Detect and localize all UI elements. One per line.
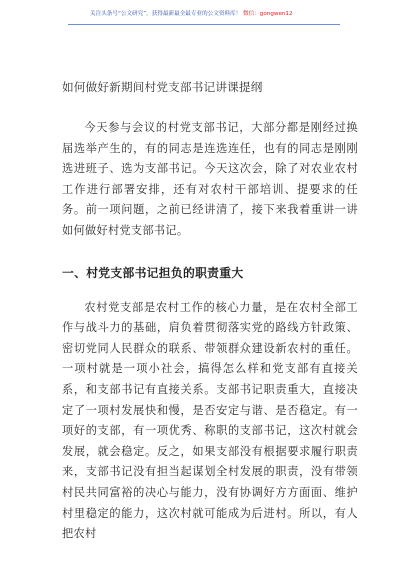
banner-contact: 微信：gongwen12 xyxy=(243,11,293,17)
banner-prefix: 关注头条号“公文研究”，获得最新最全最专业的公文资料库！ xyxy=(90,11,242,17)
document-title: 如何做好新期间村党支部书记讲课提纲 xyxy=(62,80,263,94)
banner-divider xyxy=(68,24,340,25)
section-paragraph: 农村党支部是农村工作的核心力量，是在农村全部工作与战斗力的基础，肩负着贯彻落实党的路线方针政策、密切党同人民群众的联系、带领群众建设新农村的重任。一项村就是一项小社会，搞得怎么样和党支部有直接关系，和支部书记有直接关系。支部书记职责重大，直接决定了一项村发展快和慢，是否安定与谐、是否稳定。有一项好的支部，有一项优秀、称职的支部书记，这次村就会发展，就会稳定。反之，如果支部没有根据要求履行职责来，支部书记没有担当起谋划全村发展的职责，没有带领村民共同富裕的决心与能力，没有协调好方方面面、维护村里稳定的能力，这次村就可能成为后进村。所以，有人把农村 xyxy=(62,300,358,541)
document-body xyxy=(62,78,358,545)
header-banner xyxy=(0,0,408,44)
banner-text xyxy=(90,10,390,18)
section-heading: 一、村党支部书记担负的职责重大 xyxy=(62,265,244,280)
intro-paragraph: 今天参与会议的村党支部书记，大部分都是刚经过换届选举产生的，有的同志是连选连任，也有的同志是刚刚选进班子、选为支部书记。今天这次会，除了对农业农村工作进行部署安排，还有对农村干部培训、提要求的任务。前一项问题，之前已经讲清了，接下来我着重讲一讲如何做好村党支部书记。 xyxy=(62,121,358,237)
